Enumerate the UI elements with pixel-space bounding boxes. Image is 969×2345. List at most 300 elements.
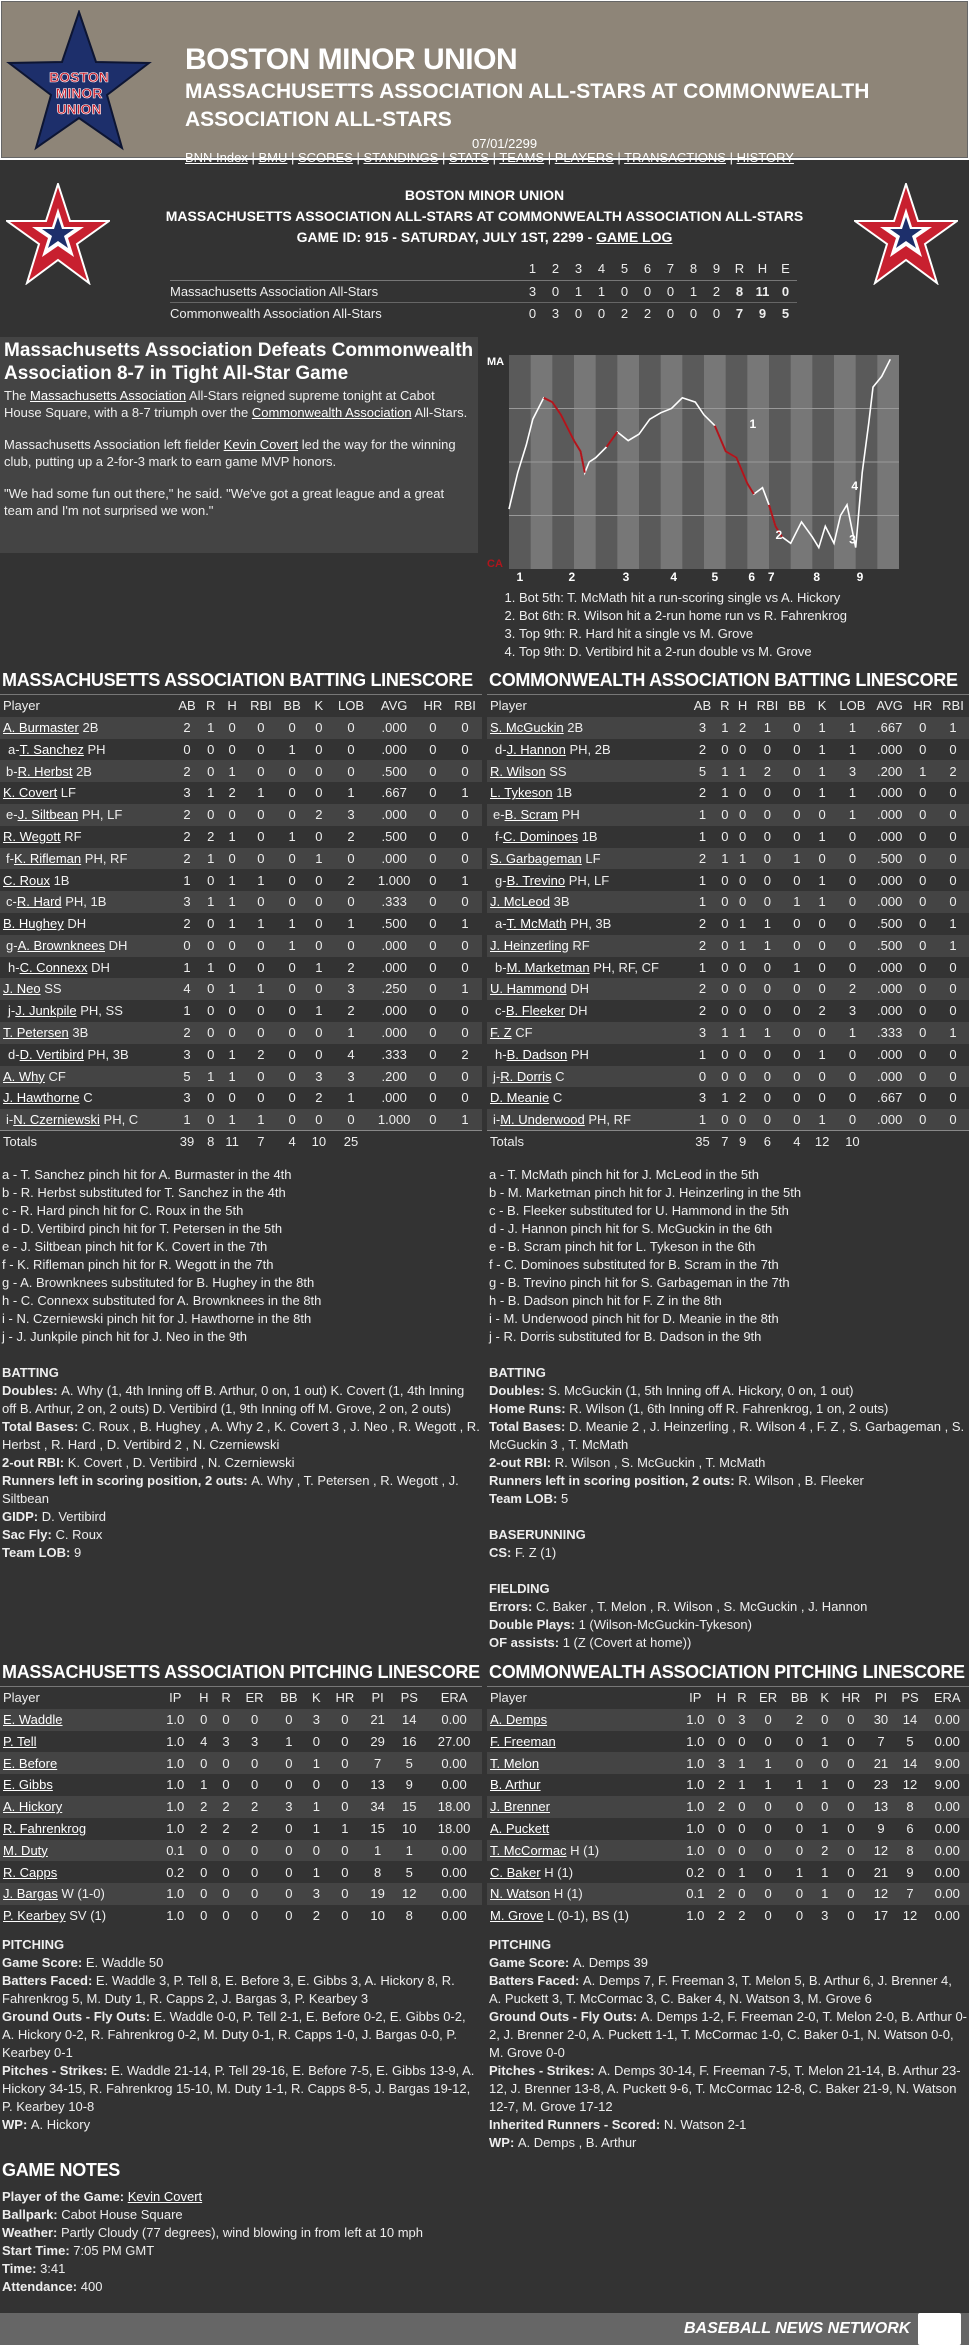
stat-cell: 10 (834, 1131, 871, 1153)
stat-cell: 0 (418, 804, 448, 826)
stat-cell: 0.00 (426, 1752, 482, 1774)
stat-cell: 0 (949, 828, 957, 844)
stat-cell: 0.00 (934, 1820, 960, 1836)
stat-cell: 1 (783, 848, 810, 870)
player-cell (487, 1000, 689, 1022)
player-link[interactable]: T. McCormac (490, 1842, 567, 1858)
stat-cell: 1 (848, 785, 857, 801)
stat-cell: 5 (173, 1066, 202, 1088)
column-header: IP (689, 1690, 702, 1706)
stat-cell: 18.00 (426, 1796, 482, 1818)
player-link[interactable]: R. Fahrenkrog (3, 1820, 87, 1836)
sub-prefix: h- (8, 959, 20, 975)
game-header (0, 185, 969, 248)
stat-cell: 1 (183, 872, 191, 888)
table-row (0, 891, 482, 913)
stat-cell: 0 (716, 1066, 734, 1088)
stat-cell: 0 (220, 804, 244, 826)
table-row (487, 891, 969, 913)
stat-cell: 8 (373, 1864, 382, 1880)
player-cell (487, 1861, 679, 1883)
nav-link[interactable]: HISTORY (736, 150, 794, 165)
column-header: RBI (454, 698, 476, 714)
boston-minor-union-logo[interactable] (6, 10, 152, 154)
team-col (170, 258, 521, 280)
stat-cell: 2 (207, 828, 215, 844)
position: RF (60, 828, 82, 844)
nav-link[interactable]: TRANSACTIONS (624, 150, 726, 165)
player-link[interactable]: T. McMath (506, 916, 567, 932)
substitution-note: g - B. Trevino pinch hit for S. Garbageman in the 7th (489, 1274, 790, 1290)
stat-cell: 0 (244, 760, 278, 782)
stat-cell: 0 (783, 1022, 810, 1044)
nav-link[interactable]: BNN Index (185, 150, 248, 165)
matchup-title: MASSACHUSETTS ASSOCIATION ALL-STARS AT COMMONWEALTH ASSOCIATION ALL-STARS (185, 80, 870, 131)
sub-prefix: b- (495, 959, 507, 975)
stat-cell: 0 (288, 872, 296, 888)
stat-cell: 1 (810, 717, 834, 739)
stat-cell: 0 (244, 804, 278, 826)
player-link[interactable]: R. Herbst (17, 763, 73, 779)
stat-cell: 1 (228, 916, 236, 932)
player-link[interactable]: N. Watson (490, 1886, 551, 1902)
stat-cell: 0 (278, 1109, 307, 1131)
stat-cell: 3 (331, 1066, 370, 1088)
stat-cell: 0 (783, 1109, 810, 1131)
table-row (487, 1818, 969, 1840)
column-header: BB (283, 698, 301, 714)
stat-cell: 0 (764, 1820, 772, 1836)
player-link[interactable]: A. Burmaster (3, 719, 79, 735)
player-link[interactable]: J. Hannon (506, 741, 566, 757)
table-row (0, 1022, 482, 1044)
stat-cell: 39 (173, 1131, 202, 1153)
stat-cell: 4 (278, 1131, 307, 1153)
player-link[interactable]: M. Underwood (500, 1112, 585, 1128)
stat-cell: 0 (207, 1003, 215, 1019)
team-name[interactable]: Commonwealth Association All-Stars (170, 303, 521, 325)
team-link[interactable]: Massachusetts Association (30, 388, 187, 403)
sub-prefix: e- (493, 807, 505, 823)
stat-cell: 0 (448, 935, 482, 957)
inning-header: 3 (567, 258, 590, 280)
stat-cell: 0 (711, 1840, 731, 1862)
stat-cell: 0 (237, 1752, 272, 1774)
nav-link[interactable]: STATS (449, 150, 489, 165)
player-link[interactable]: J. Heinzerling (490, 937, 569, 953)
table-row (0, 717, 482, 739)
stat-cell: 0 (448, 760, 482, 782)
player-link[interactable]: M. Marketman (506, 959, 590, 975)
stat-cell: 2 (173, 1022, 202, 1044)
stat-cell: 0 (689, 1066, 716, 1088)
player-link[interactable]: C. Dominoes (502, 828, 579, 844)
stat-cell: 2 (193, 1796, 215, 1818)
stat-cell: 0 (222, 1908, 230, 1924)
stat-cell: 0 (331, 848, 370, 870)
player-link[interactable]: T. Sanchez (19, 741, 84, 757)
position: PH, 3B (83, 1046, 129, 1062)
stat-cell: 1 (244, 978, 278, 1000)
stat-cell: .500 (381, 916, 407, 932)
inning-label: 7 (767, 570, 775, 582)
player-link[interactable]: C. Roux (3, 872, 50, 888)
stat-cell: 0 (919, 1090, 927, 1106)
stat-cell: 0 (193, 1883, 215, 1905)
stat-cell: 0 (751, 804, 783, 826)
table-row (487, 913, 969, 935)
stat-cell (418, 1131, 448, 1153)
stat-cell: 0 (272, 1709, 306, 1731)
stat-cell: 0 (763, 1090, 772, 1106)
stat-cell: 0 (306, 935, 331, 957)
stat-cell: 0 (285, 1820, 293, 1836)
player-link[interactable]: A. Brownknees (17, 937, 105, 953)
substitution-note: b - M. Marketman pinch hit for J. Heinzerling in the 5th (489, 1184, 802, 1200)
stat-cell: 0 (448, 804, 482, 826)
stat-cell: 0 (315, 741, 323, 757)
stat-cell: 0 (751, 978, 783, 1000)
inning-score: 3 (544, 303, 567, 325)
column-header: AVG (380, 698, 408, 714)
stat-cell: 0 (716, 891, 734, 913)
inning-header: E (774, 258, 797, 280)
event-marker: 1 (749, 416, 757, 431)
nav-link[interactable]: SCORES (297, 150, 353, 165)
stat-cell: 0 (732, 1883, 752, 1905)
position: SS (545, 763, 567, 779)
stat-cell: 1 (306, 848, 331, 870)
stat-cell: 9 (405, 1777, 413, 1793)
stat-cell: 2 (250, 1820, 259, 1836)
player-link[interactable]: J. Neo (3, 981, 41, 997)
stat-cell: 0.00 (441, 1864, 467, 1880)
stat-cell: 0 (207, 1090, 215, 1106)
stat-cell: 1 (738, 1864, 746, 1880)
player-link[interactable]: B. Hughey (3, 916, 64, 932)
stat-cell: 0 (285, 1777, 293, 1793)
decision: SV (1) (65, 1908, 107, 1924)
player-link[interactable]: K. Rifleman (13, 850, 82, 866)
stat-cell: 0 (215, 1709, 237, 1731)
stat-cell: 0 (763, 741, 772, 757)
player-link[interactable]: B. Dadson (506, 1046, 568, 1062)
player-link[interactable]: U. Hammond (490, 981, 567, 997)
stat-cell: 0 (815, 1709, 834, 1731)
inning-score: 0 (659, 303, 682, 325)
stat-cell: 1 (821, 1864, 829, 1880)
league-title: BOSTON MINOR UNION (185, 43, 518, 76)
position: C (551, 1068, 565, 1084)
column-header: H (716, 1690, 727, 1706)
column-header: ER (759, 1690, 778, 1706)
position: PH (567, 1046, 589, 1062)
stat-cell: 1 (173, 1109, 202, 1131)
stat-cell: 0 (734, 1066, 752, 1088)
stat-cell: 1 (732, 1752, 752, 1774)
stat-cell: 9 (734, 1131, 752, 1153)
stat-cell: 0 (716, 804, 734, 826)
player-link[interactable]: S. McGuckin (490, 719, 564, 735)
player-link[interactable]: C. Baker (490, 1864, 541, 1880)
position: PH, SS (76, 1003, 123, 1019)
stat-cell: 1 (220, 978, 244, 1000)
player-link[interactable]: J. Siltbean (17, 807, 79, 823)
player-link[interactable]: N. Czerniewski (13, 1112, 100, 1128)
player-link[interactable]: C. Connexx (19, 959, 88, 975)
substitution-note: c - B. Fleeker substituted for U. Hammond in the 5th (489, 1202, 789, 1218)
position: DH (87, 959, 110, 975)
stat-cell: 0 (193, 1752, 215, 1774)
stat-cell: 3 (331, 804, 370, 826)
player-link[interactable]: R. Wilson (490, 763, 546, 779)
player-link[interactable]: S. Garbageman (490, 850, 582, 866)
stat-cell: 1 (783, 891, 810, 913)
site-header (0, 0, 969, 165)
stat-cell: 0 (257, 959, 265, 975)
key-event: 2. Bot 6th: R. Wilson hit a 2-run home run vs R. Fahrenkrog (519, 607, 907, 625)
top-team-label: MA (487, 356, 505, 368)
player-link[interactable]: J. Junkpile (15, 1003, 77, 1019)
sub-prefix: c- (6, 894, 17, 910)
player-link[interactable]: R. Capps (3, 1864, 58, 1880)
bnn-logo[interactable]: BNN (918, 2313, 961, 2345)
column-header: RBI (250, 698, 272, 714)
player-link[interactable]: R. Wegott (3, 828, 61, 844)
player-link[interactable]: L. Tykeson (490, 785, 553, 801)
stat-cell: .667 (877, 1090, 903, 1106)
table-row (0, 739, 482, 761)
player-link[interactable]: R. Dorris (500, 1068, 552, 1084)
stat-cell: 0 (331, 1109, 370, 1131)
stat-cell: 0 (937, 804, 969, 826)
stat-cell: 2 (315, 1090, 323, 1106)
player-link[interactable]: A. Demps (490, 1711, 548, 1727)
player-cell (0, 1731, 158, 1753)
stat-cell: 2 (237, 1796, 272, 1818)
stat-cell: 1 (288, 828, 296, 844)
stat-cell: 3 (689, 717, 716, 739)
stat-cell: 1 (937, 717, 969, 739)
substitution-note: f - K. Rifleman pinch hit for R. Wegott in the 7th (2, 1256, 274, 1272)
stat-cell: 2 (312, 1908, 320, 1924)
inning-header: 8 (682, 258, 705, 280)
stat-cell: 0 (237, 1840, 272, 1862)
player-link[interactable]: R. Hard (16, 894, 62, 910)
nav-link[interactable]: PLAYERS (554, 150, 614, 165)
stat-cell: 0 (784, 1796, 815, 1818)
player-cell (0, 804, 173, 826)
pitching-notes: PITCHING Game Score: E. Waddle 50 Batters Faced: E. Waddle 3, P. Tell 8, E. Before 3, E. Gibbs 3, A. Hickory 8, R. Fahrenkrog 5, M. Duty 1, R. Capps 2, J. Bargas 3, P. Kearbey 3 Ground Outs - Fly Outs: E. Waddle 0-0, P. Tell 2-1, E. Before 0-2, E. Gibbs 0-2, A. Hickory 0-2, R. Fahrenkrog 0-2, M. Duty 0-1, R. Capps 1-0, J. Bargas 0-0, P. Kearbey 0-1 Pitches - Strikes: E. Waddle 21-14, P. Tell 29-16, E. Before 7-5, E. Gibbs 13-9, A. Hickory 34-15, R. Fahrenkrog 15-10, M. Duty 1-1, R. Capps 8-5, J. Bargas 19-12, P. Kearbey 10-8 WP: A. Hickory (2, 1936, 475, 2132)
player-link[interactable]: F. Z (490, 1025, 512, 1041)
table-row (0, 935, 482, 957)
stat-cell: 0 (201, 804, 220, 826)
stat-cell: 0 (919, 828, 927, 844)
team-link[interactable]: Commonwealth Association (251, 405, 412, 420)
player-link[interactable]: J. Hawthorne (3, 1090, 80, 1106)
player-link[interactable]: A. Why (3, 1068, 45, 1084)
player-link[interactable]: B. Scram (504, 807, 559, 823)
player-link[interactable]: M. Duty (3, 1842, 48, 1858)
stat-cell (937, 1131, 969, 1153)
stat-cell: 2 (689, 935, 716, 957)
inning-label: 2 (568, 570, 576, 582)
stat-cell (871, 1131, 909, 1153)
table-row (0, 782, 482, 804)
player-link[interactable]: B. Fleeker (505, 1003, 566, 1019)
event-marker: 4 (851, 478, 859, 493)
stat-cell: 0 (288, 959, 296, 975)
inning-score: 7 (728, 303, 751, 325)
stat-cell: 0 (717, 1864, 726, 1880)
stat-cell: 0.00 (426, 1840, 482, 1862)
table-row (0, 1883, 482, 1905)
stat-cell: 3 (834, 760, 871, 782)
column-header: Player (3, 1690, 40, 1706)
stat-cell: 0 (738, 1820, 746, 1836)
table-row (487, 804, 969, 826)
stat-cell: 0 (734, 1109, 752, 1131)
column-header: H (199, 1690, 209, 1706)
player-link[interactable]: J. Brenner (490, 1799, 550, 1815)
stat-cell: 0 (461, 1003, 469, 1019)
table-row (487, 1883, 969, 1905)
stat-cell: 0 (847, 1733, 855, 1749)
stat-cell: 1 (818, 1046, 826, 1062)
player-cell (0, 978, 173, 1000)
stat-cell: 0 (738, 1733, 746, 1749)
stat-cell: 0 (220, 935, 244, 957)
stat-cell: 2 (183, 916, 191, 932)
player-link[interactable]: K. Covert (3, 785, 58, 801)
stat-cell: 3 (183, 1046, 191, 1062)
stat-cell: 0 (341, 1733, 349, 1749)
stat-cell: 0 (327, 1752, 363, 1774)
stat-cell: 0 (461, 828, 469, 844)
stat-cell: 0 (738, 741, 747, 757)
table-row (0, 957, 482, 979)
nav-link[interactable]: STANDINGS (363, 150, 439, 165)
stat-cell: 0.00 (934, 1864, 960, 1880)
game-log-link[interactable]: GAME LOG (596, 229, 673, 245)
table-row (487, 1796, 969, 1818)
stat-cell: 2 (738, 1090, 747, 1106)
win-probability-chart (487, 350, 907, 660)
stat-cell: 2 (228, 785, 236, 801)
stat-cell: 1 (220, 891, 244, 913)
stat-cell: 2 (711, 1883, 731, 1905)
inning-score: 8 (728, 280, 751, 303)
linescore-row (170, 303, 797, 325)
player-link[interactable]: B. Arthur (490, 1777, 541, 1793)
stat-cell: 0 (312, 1733, 320, 1749)
stat-cell: 0 (810, 1066, 834, 1088)
stat-cell: 1 (751, 935, 783, 957)
player-cell (0, 1774, 158, 1796)
player-link[interactable]: T. Petersen (3, 1025, 69, 1041)
position: 3B (68, 1025, 89, 1041)
inning-score: 0 (613, 280, 636, 303)
stat-cell: 4 (347, 1046, 355, 1062)
position: DH (566, 981, 589, 997)
stat-cell: 1 (821, 1777, 829, 1793)
player-link[interactable]: F. Freeman (490, 1733, 556, 1749)
player-link[interactable]: P. Tell (3, 1733, 37, 1749)
stat-cell: 0 (815, 1796, 834, 1818)
player-link[interactable]: Kevin Covert (223, 437, 299, 452)
player-link[interactable]: D. Meanie (490, 1090, 550, 1106)
player-link[interactable]: A. Puckett (490, 1820, 550, 1836)
table-row (0, 869, 482, 891)
stat-cell: 23 (873, 1777, 889, 1793)
stat-cell: 2 (347, 828, 355, 844)
stat-cell: 2 (784, 1709, 815, 1731)
stat-cell: 0 (418, 935, 448, 957)
stat-cell: 0 (312, 1777, 320, 1793)
substitution-note: a - T. McMath pinch hit for J. McLeod in the 5th (489, 1166, 759, 1182)
stat-cell: 12 (902, 1908, 918, 1924)
position: PH, 2B (565, 741, 611, 757)
player-link[interactable]: Kevin Covert (127, 2189, 203, 2204)
player-link[interactable]: B. Trevino (506, 872, 566, 888)
substitution-note: i - N. Czerniewski pinch hit for J. Hawthorne in the 8th (2, 1310, 312, 1326)
stat-cell: 0 (752, 1796, 784, 1818)
stat-cell: 1.0 (686, 1820, 705, 1836)
player-link[interactable]: J. McLeod (490, 894, 550, 910)
stat-cell: .000 (871, 978, 909, 1000)
section-title: GAME NOTES (2, 2160, 121, 2180)
player-link[interactable]: T. Melon (490, 1755, 540, 1771)
player-link[interactable]: E. Before (3, 1755, 58, 1771)
stat-cell: .000 (877, 959, 903, 975)
column-header: RBI (942, 698, 964, 714)
team-name[interactable]: Massachusetts Association All-Stars (170, 280, 521, 303)
stat-cell: 0 (908, 804, 937, 826)
player-link[interactable]: E. Waddle (3, 1711, 63, 1727)
player-link[interactable]: M. Grove (490, 1908, 544, 1924)
column-header: H (737, 698, 748, 714)
stat-cell: 0 (848, 959, 857, 975)
sub-prefix: c- (495, 1003, 506, 1019)
player-link[interactable]: J. Bargas (3, 1886, 58, 1902)
table-row (0, 1840, 482, 1862)
stat-cell: 1.0 (679, 1796, 711, 1818)
stat-cell: 7 (363, 1752, 393, 1774)
player-link[interactable]: P. Kearbey (3, 1908, 66, 1924)
substitution-note: f - C. Dominoes substituted for B. Scram in the 7th (489, 1256, 779, 1272)
nav-link[interactable]: BMU (258, 150, 288, 165)
stat-cell: 0 (784, 1840, 815, 1862)
substitution-note: e - J. Siltbean pinch hit for K. Covert in the 7th (2, 1238, 268, 1254)
position: DH (63, 916, 87, 932)
stat-cell: 0 (418, 760, 448, 782)
stat-cell: 0 (429, 1090, 437, 1106)
linescore-header (170, 258, 797, 280)
stat-cell: 0 (847, 1864, 855, 1880)
win-probability-graph (487, 350, 907, 582)
player-link[interactable]: A. Hickory (3, 1799, 63, 1815)
stat-cell: 3 (689, 1022, 716, 1044)
player-cell (0, 1022, 173, 1044)
stat-cell: 0 (250, 1864, 259, 1880)
player-link[interactable]: E. Gibbs (3, 1777, 53, 1793)
player-link[interactable]: D. Vertibird (19, 1046, 84, 1062)
stat-cell: 2 (257, 1046, 265, 1062)
nav-link[interactable]: TEAMS (499, 150, 545, 165)
stat-cell: 0 (278, 848, 307, 870)
stat-cell: 21 (873, 1864, 889, 1880)
stat-cell: 0 (783, 804, 810, 826)
